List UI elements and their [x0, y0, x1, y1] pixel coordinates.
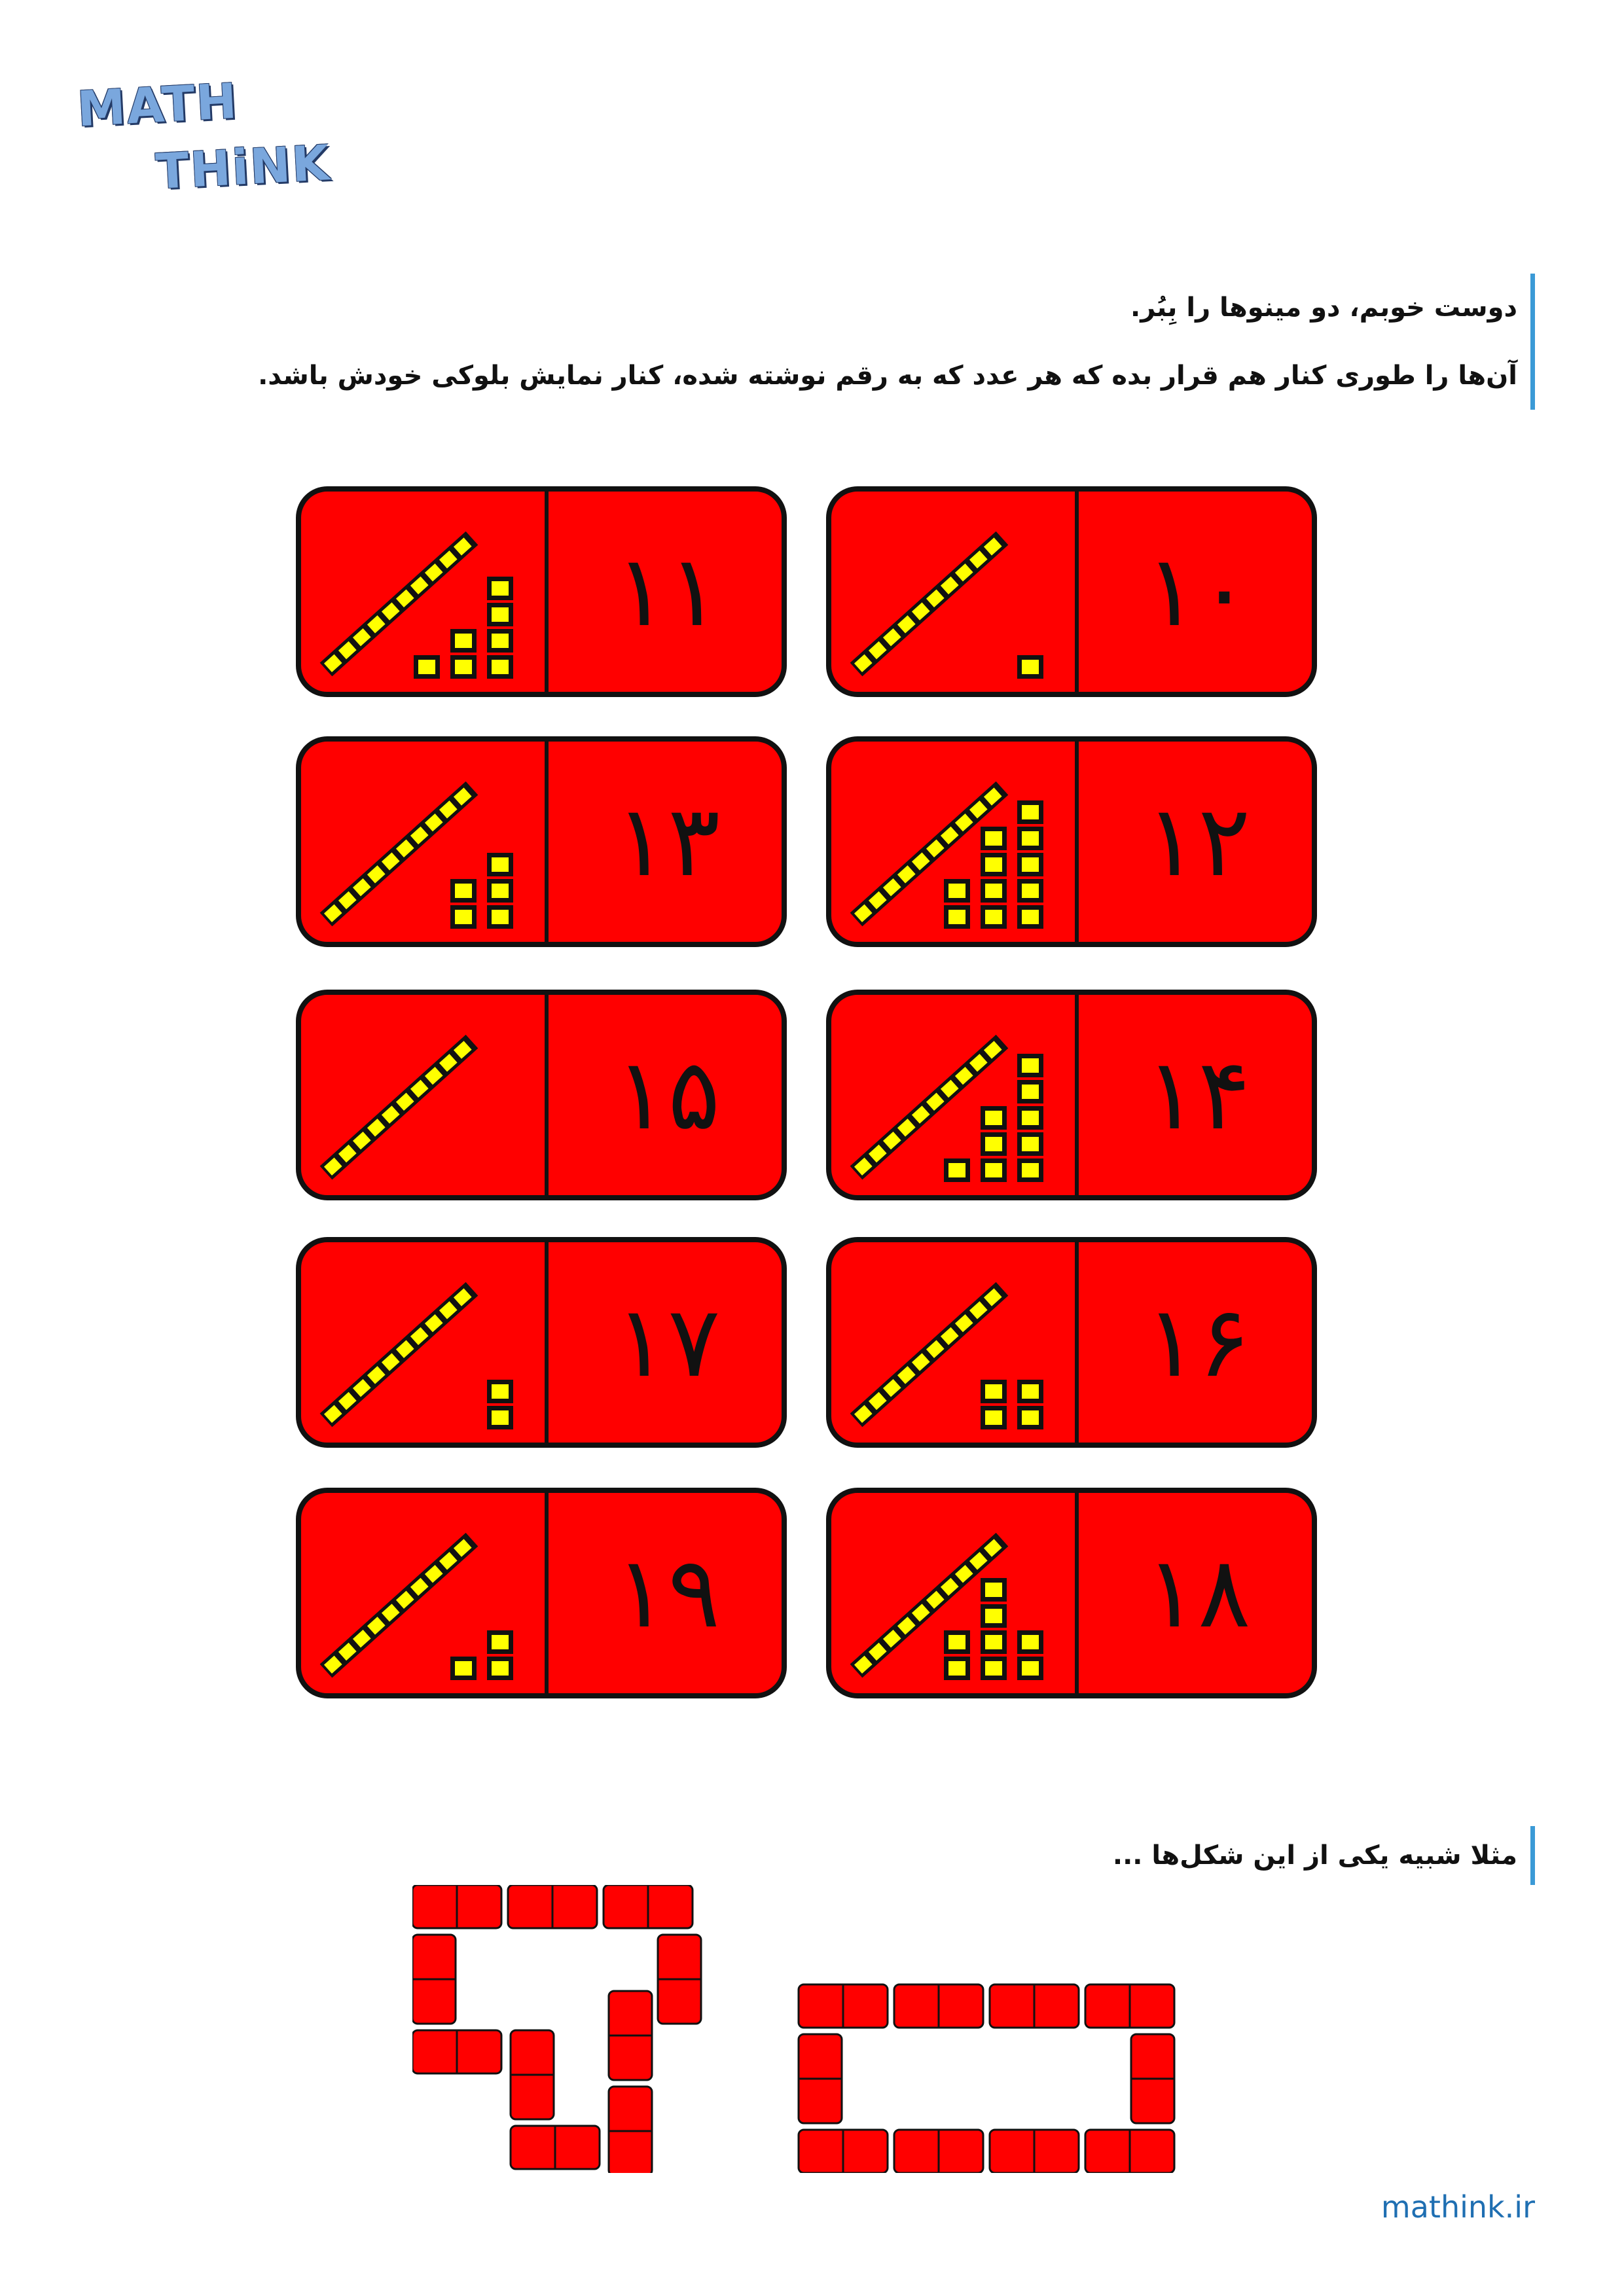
domino-card: [296, 486, 787, 697]
unit-cube-face: [1022, 1163, 1039, 1177]
domino-card: [296, 990, 787, 1200]
instruction-line-1: دوست خوبم، دو مینوها را بِبُر.: [1130, 293, 1517, 323]
unit-cube-face: [492, 1384, 509, 1399]
logo-word-think: THiNK: [154, 135, 333, 200]
unit-cube-face: [1022, 1058, 1039, 1073]
card-number: ۱۵: [615, 1038, 721, 1152]
unit-cube-face: [455, 884, 472, 898]
unit-cube-face: [985, 1384, 1002, 1399]
unit-cube-face: [985, 1661, 1002, 1676]
ten-rod: [850, 1282, 1009, 1427]
domino-card: [826, 486, 1317, 697]
unit-cube-face: [492, 884, 509, 898]
domino-card: [826, 1488, 1317, 1698]
unit-cube-face: [492, 1410, 509, 1425]
example-arrangements: [412, 1885, 1198, 2173]
unit-cube-face: [492, 660, 509, 674]
unit-cube-face: [948, 1635, 965, 1649]
unit-cube-face: [985, 910, 1002, 924]
base-ten-blocks: [301, 1242, 545, 1443]
unit-cube-face: [455, 1661, 472, 1676]
unit-cube-face: [1022, 660, 1039, 674]
card-number: ۱۴: [1145, 1038, 1251, 1152]
unit-cube-face: [455, 910, 472, 924]
card-number: ۱۲: [1145, 785, 1251, 899]
unit-cube-face: [948, 884, 965, 898]
ten-rod: [850, 531, 1009, 677]
unit-cube-face: [985, 884, 1002, 898]
domino-card: [296, 736, 787, 947]
domino-card: [826, 990, 1317, 1200]
unit-cube-face: [1022, 910, 1039, 924]
ten-rod: [320, 1282, 478, 1427]
unit-cube-face: [1022, 1137, 1039, 1151]
footer-site: mathink.ir: [1380, 2189, 1535, 2225]
unit-cube-face: [455, 660, 472, 674]
card-number: ۱۸: [1145, 1536, 1251, 1650]
unit-cube-face: [948, 1163, 965, 1177]
unit-cube-face: [455, 634, 472, 648]
card-number: ۱۳: [615, 785, 721, 899]
unit-cube-face: [418, 660, 435, 674]
base-ten-blocks: [301, 742, 545, 942]
unit-cube-face: [1022, 1661, 1039, 1676]
unit-cube-face: [1022, 884, 1039, 898]
unit-cube-face: [492, 1635, 509, 1649]
domino-card: [296, 1237, 787, 1448]
base-ten-blocks: [831, 1242, 1075, 1443]
unit-cube-face: [1022, 1085, 1039, 1099]
unit-cube-face: [492, 607, 509, 622]
base-ten-blocks: [831, 995, 1075, 1195]
ten-rod: [320, 1533, 478, 1678]
unit-cube-face: [985, 1111, 1002, 1125]
unit-cube-face: [1022, 1410, 1039, 1425]
ten-rod: [320, 781, 478, 927]
unit-cube-face: [985, 1163, 1002, 1177]
base-ten-blocks: [831, 1493, 1075, 1693]
mini-domino: [609, 2087, 652, 2173]
unit-cube-face: [492, 857, 509, 872]
ten-rod: [320, 531, 478, 677]
logo-word-math: MATH: [75, 73, 240, 138]
domino-card: [826, 1237, 1317, 1448]
domino-card: [826, 736, 1317, 947]
card-number: ۱۰: [1145, 535, 1251, 649]
card-number: ۱۱: [615, 535, 721, 649]
unit-cube-face: [985, 831, 1002, 846]
unit-cube-face: [492, 581, 509, 596]
unit-cube-face: [1022, 1111, 1039, 1125]
unit-cube-face: [985, 1609, 1002, 1623]
unit-cube-face: [985, 1583, 1002, 1597]
unit-cube-face: [1022, 857, 1039, 872]
base-ten-blocks: [301, 492, 545, 692]
base-ten-blocks: [301, 1493, 545, 1693]
example-caption-block: [601, 1826, 1535, 1885]
ten-rod: [320, 1035, 478, 1180]
instruction-line-2: آن‌ها را طوری کنار هم قرار بده که هر عدد که به رقم نوشته شده، کنار نمایش بلوکی خودش باشد.: [258, 361, 1517, 391]
card-number: ۱۷: [615, 1285, 721, 1399]
unit-cube-face: [492, 634, 509, 648]
unit-cube-face: [985, 857, 1002, 872]
unit-cube-face: [1022, 831, 1039, 846]
card-number: ۱۶: [1145, 1285, 1251, 1399]
unit-cube-face: [1022, 805, 1039, 819]
example-caption: مثلا شبیه یکی از این شکل‌ها ...: [1112, 1840, 1517, 1871]
base-ten-blocks: [831, 492, 1075, 692]
unit-cube-face: [985, 1137, 1002, 1151]
unit-cube-face: [985, 1410, 1002, 1425]
unit-cube-face: [1022, 1384, 1039, 1399]
domino-card: [296, 1488, 787, 1698]
unit-cube-face: [1022, 1635, 1039, 1649]
unit-cube-face: [985, 1635, 1002, 1649]
unit-cube-face: [492, 1661, 509, 1676]
base-ten-blocks: [301, 995, 545, 1195]
base-ten-blocks: [831, 742, 1075, 942]
unit-cube-face: [492, 910, 509, 924]
unit-cube-face: [948, 1661, 965, 1676]
card-number: ۱۹: [615, 1536, 721, 1650]
unit-cube-face: [948, 910, 965, 924]
